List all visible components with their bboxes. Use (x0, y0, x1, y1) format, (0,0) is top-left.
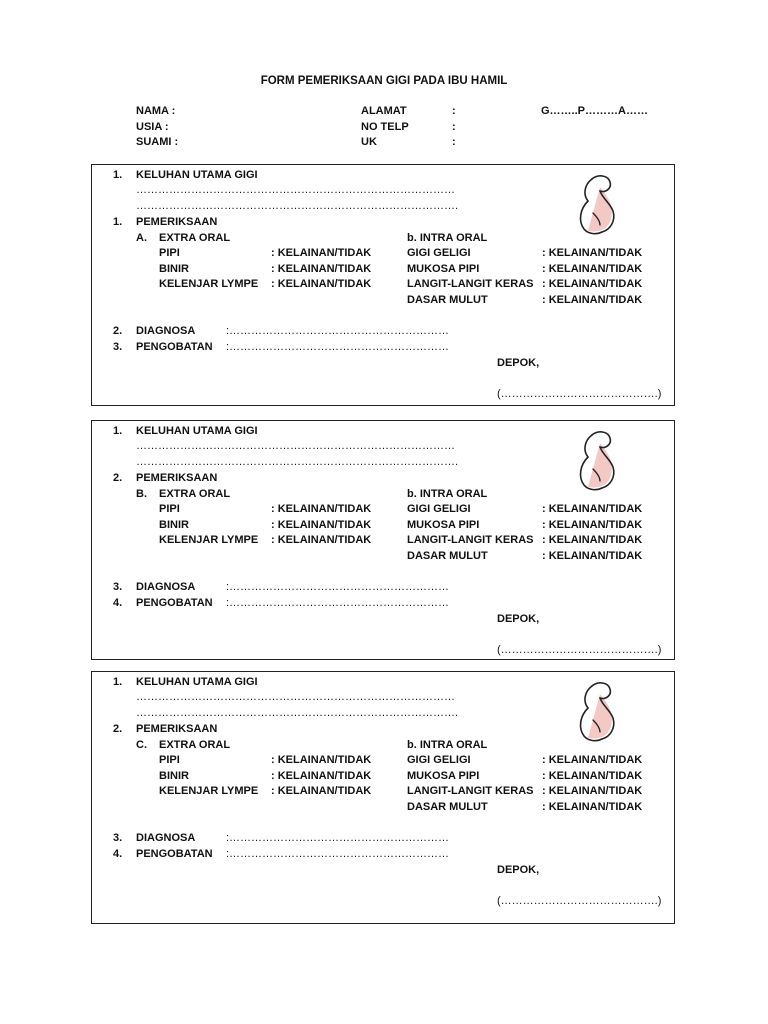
binir-label: BINIR (159, 770, 189, 782)
langit-value: : KELAINAN/TIDAK (542, 278, 643, 290)
gigi-value: : KELAINAN/TIDAK (542, 503, 643, 515)
pipi-value: : KELAINAN/TIDAK (271, 503, 372, 515)
pengobatan-number: 3. (113, 341, 123, 353)
langit-label: LANGIT-LANGIT KERAS (407, 785, 534, 797)
keluhan-line-1: …………………………………………………………………………… (136, 440, 455, 452)
extra-oral-letter: B. (136, 488, 147, 500)
usia-label: USIA : (136, 121, 169, 133)
depok-label: DEPOK, (497, 357, 540, 369)
mukosa-value: : KELAINAN/TIDAK (542, 770, 643, 782)
dasar-value: : KELAINAN/TIDAK (542, 801, 643, 813)
uk-label: UK (361, 136, 377, 148)
keluhan-line-1: …………………………………………………………………………… (136, 691, 455, 703)
intra-oral-label: b. INTRA ORAL (407, 488, 488, 500)
dasar-value: : KELAINAN/TIDAK (542, 294, 643, 306)
binir-value: : KELAINAN/TIDAK (271, 519, 372, 531)
mukosa-value: : KELAINAN/TIDAK (542, 263, 643, 275)
pregnant-woman-icon (570, 173, 632, 242)
kelenjar-value: : KELAINAN/TIDAK (271, 785, 372, 797)
pipi-value: : KELAINAN/TIDAK (271, 754, 372, 766)
pengobatan-number: 4. (113, 848, 123, 860)
mukosa-label: MUKOSA PIPI (407, 519, 480, 531)
pemeriksaan-label: PEMERIKSAAN (136, 216, 218, 228)
pengobatan-line: :…………………………………………………… (226, 341, 450, 353)
keluhan-line-2: ……………………………………………………………………………. (136, 456, 459, 468)
binir-label: BINIR (159, 519, 189, 531)
gigi-label: GIGI GELIGI (407, 247, 471, 259)
exam-section-2 (91, 420, 675, 660)
pipi-value: : KELAINAN/TIDAK (271, 247, 372, 259)
mukosa-label: MUKOSA PIPI (407, 263, 480, 275)
no-telp-label: NO TELP (361, 121, 409, 133)
keluhan-number: 1. (113, 425, 123, 437)
binir-value: : KELAINAN/TIDAK (271, 770, 372, 782)
diagnosa-line: :…………………………………………………… (226, 832, 450, 844)
extra-oral-letter: A. (136, 232, 147, 244)
gigi-label: GIGI GELIGI (407, 754, 471, 766)
alamat-label: ALAMAT (361, 105, 407, 117)
mukosa-label: MUKOSA PIPI (407, 770, 480, 782)
form-title: FORM PEMERIKSAAN GIGI PADA IBU HAMIL (260, 75, 508, 87)
keluhan-label: KELUHAN UTAMA GIGI (136, 169, 258, 181)
signature-line: (…………………………………….) (497, 388, 662, 400)
kelenjar-value: : KELAINAN/TIDAK (271, 278, 372, 290)
signature-line: (…………………………………….) (497, 644, 662, 656)
signature-line: (…………………………………….) (497, 895, 662, 907)
alamat-colon: : (452, 105, 456, 117)
kelenjar-label: KELENJAR LYMPE (159, 534, 259, 546)
dasar-value: : KELAINAN/TIDAK (542, 550, 643, 562)
diagnosa-number: 2. (113, 325, 123, 337)
pemeriksaan-number: 2. (113, 472, 123, 484)
diagnosa-label: DIAGNOSA (136, 832, 196, 844)
gigi-value: : KELAINAN/TIDAK (542, 247, 643, 259)
langit-value: : KELAINAN/TIDAK (542, 534, 643, 546)
pemeriksaan-label: PEMERIKSAAN (136, 723, 218, 735)
pengobatan-label: PENGOBATAN (136, 848, 213, 860)
depok-label: DEPOK, (497, 864, 540, 876)
gigi-value: : KELAINAN/TIDAK (542, 754, 643, 766)
kelenjar-label: KELENJAR LYMPE (159, 785, 259, 797)
kelenjar-value: : KELAINAN/TIDAK (271, 534, 372, 546)
diagnosa-number: 3. (113, 581, 123, 593)
gpa-field: G……..P………A…… (541, 105, 648, 117)
extra-oral-label: EXTRA ORAL (159, 488, 231, 500)
pemeriksaan-number: 1. (113, 216, 123, 228)
suami-label: SUAMI : (136, 136, 179, 148)
pengobatan-label: PENGOBATAN (136, 341, 213, 353)
diagnosa-label: DIAGNOSA (136, 325, 196, 337)
langit-label: LANGIT-LANGIT KERAS (407, 534, 534, 546)
binir-label: BINIR (159, 263, 189, 275)
keluhan-line-1: …………………………………………………………………………… (136, 184, 455, 196)
extra-oral-letter: C. (136, 739, 147, 751)
pipi-label: PIPI (159, 247, 180, 259)
exam-section-3 (91, 671, 675, 924)
intra-oral-label: b. INTRA ORAL (407, 232, 488, 244)
keluhan-number: 1. (113, 169, 123, 181)
pipi-label: PIPI (159, 503, 180, 515)
kelenjar-label: KELENJAR LYMPE (159, 278, 259, 290)
diagnosa-line: :…………………………………………………… (226, 581, 450, 593)
keluhan-number: 1. (113, 676, 123, 688)
dasar-label: DASAR MULUT (407, 801, 488, 813)
binir-value: : KELAINAN/TIDAK (271, 263, 372, 275)
pengobatan-line: :…………………………………………………… (226, 848, 450, 860)
dasar-label: DASAR MULUT (407, 294, 488, 306)
diagnosa-number: 3. (113, 832, 123, 844)
mukosa-value: : KELAINAN/TIDAK (542, 519, 643, 531)
diagnosa-label: DIAGNOSA (136, 581, 196, 593)
pregnant-woman-icon (570, 429, 632, 498)
keluhan-label: KELUHAN UTAMA GIGI (136, 425, 258, 437)
uk-colon: : (452, 136, 456, 148)
extra-oral-label: EXTRA ORAL (159, 739, 231, 751)
pregnant-woman-icon (570, 680, 632, 749)
keluhan-line-2: ……………………………………………………………………………. (136, 707, 459, 719)
nama-label: NAMA : (136, 105, 176, 117)
no-telp-colon: : (452, 121, 456, 133)
pipi-label: PIPI (159, 754, 180, 766)
pengobatan-label: PENGOBATAN (136, 597, 213, 609)
diagnosa-line: :…………………………………………………… (226, 325, 450, 337)
pemeriksaan-number: 2. (113, 723, 123, 735)
extra-oral-label: EXTRA ORAL (159, 232, 231, 244)
intra-oral-label: b. INTRA ORAL (407, 739, 488, 751)
exam-section-1 (91, 164, 675, 406)
pengobatan-line: :…………………………………………………… (226, 597, 450, 609)
depok-label: DEPOK, (497, 613, 540, 625)
langit-value: : KELAINAN/TIDAK (542, 785, 643, 797)
dasar-label: DASAR MULUT (407, 550, 488, 562)
pemeriksaan-label: PEMERIKSAAN (136, 472, 218, 484)
langit-label: LANGIT-LANGIT KERAS (407, 278, 534, 290)
keluhan-line-2: ……………………………………………………………………………. (136, 200, 459, 212)
keluhan-label: KELUHAN UTAMA GIGI (136, 676, 258, 688)
gigi-label: GIGI GELIGI (407, 503, 471, 515)
pengobatan-number: 4. (113, 597, 123, 609)
